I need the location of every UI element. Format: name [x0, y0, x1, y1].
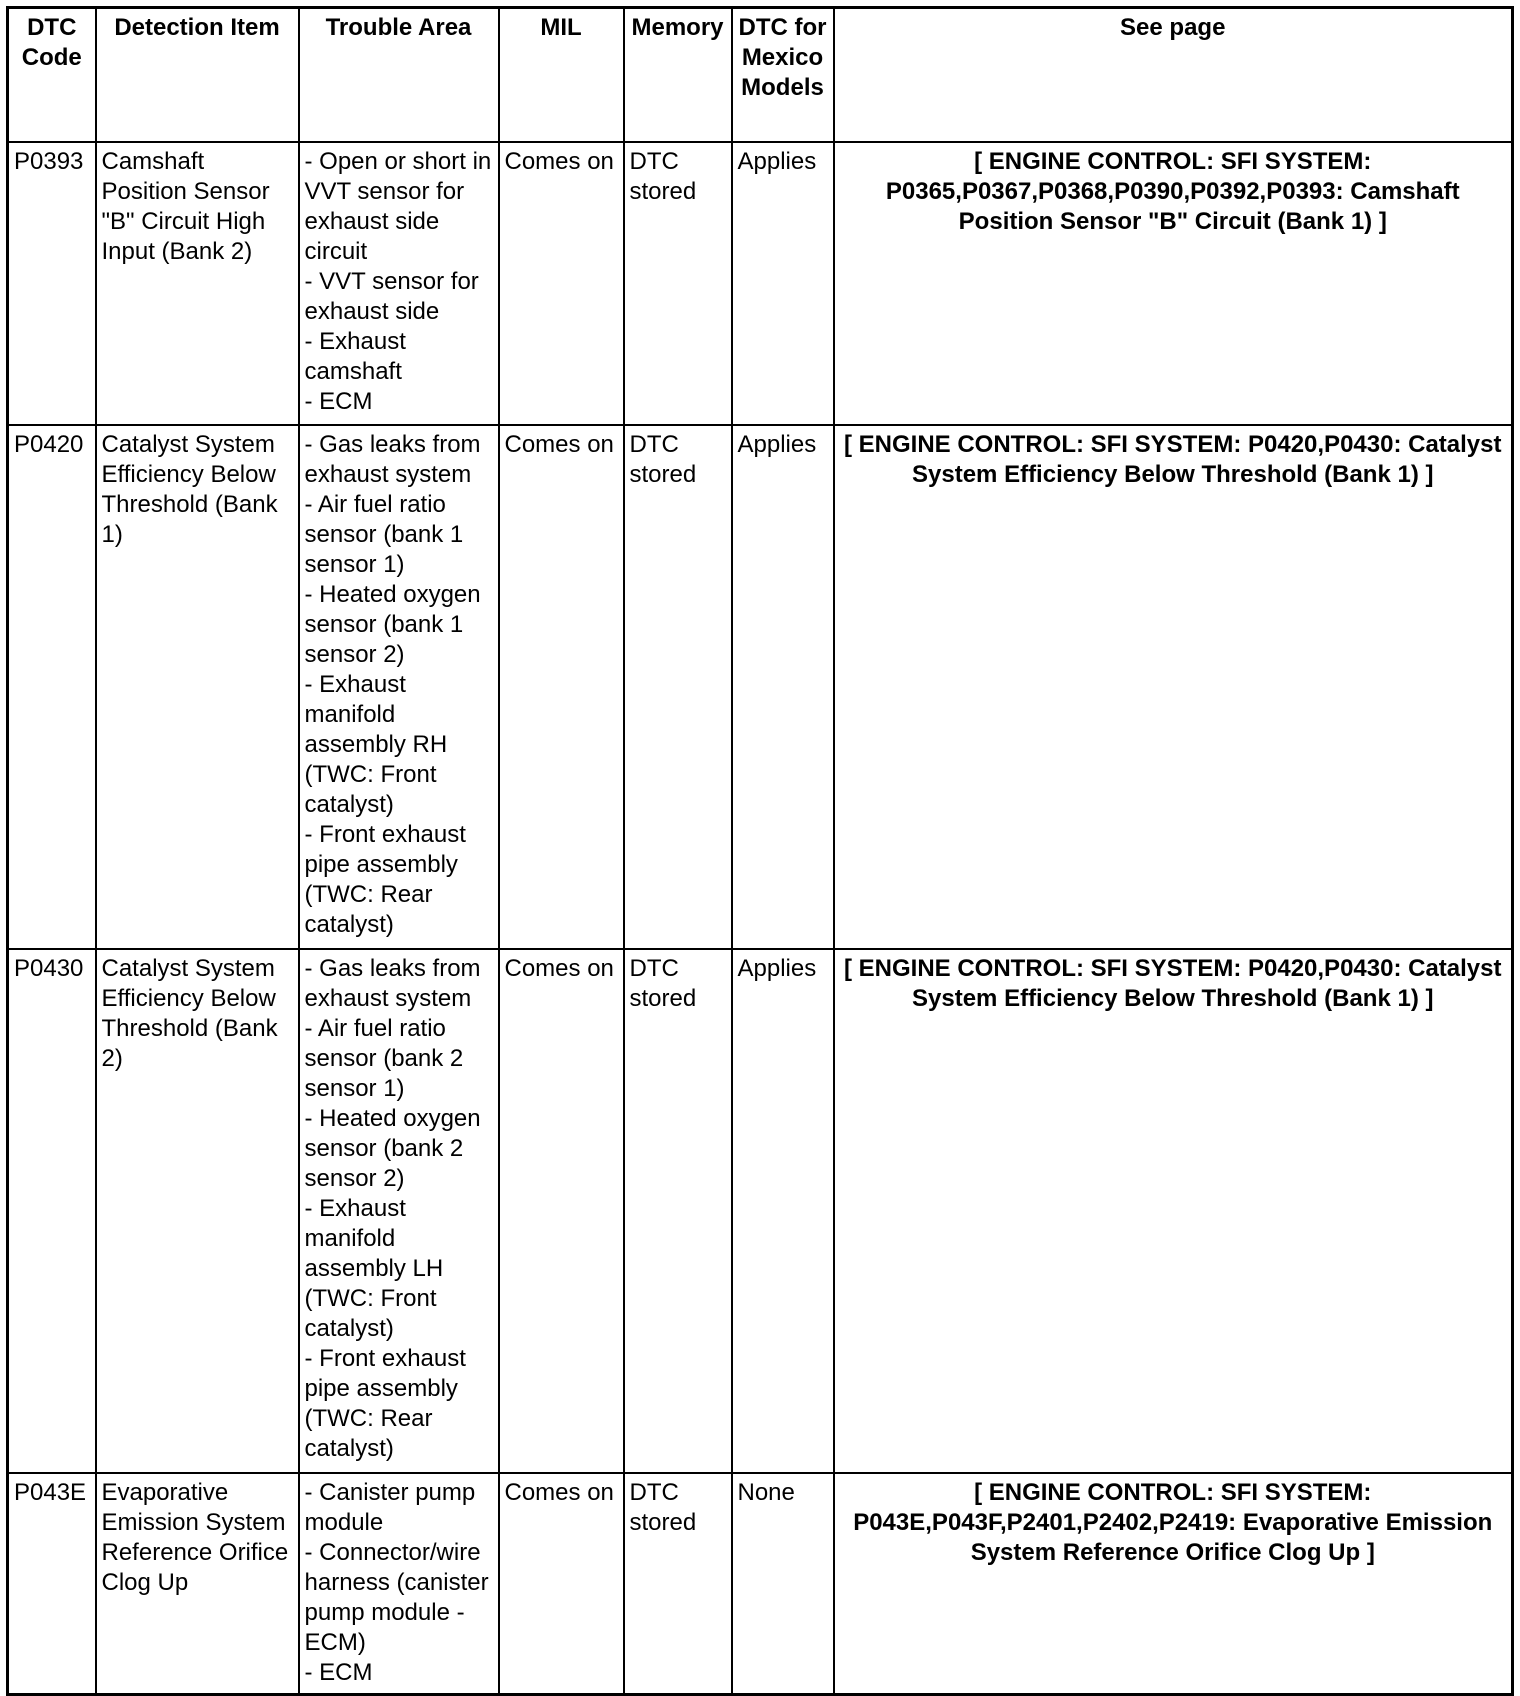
trouble-area-item: - Canister pump module — [304, 1478, 476, 1536]
trouble-area-item: - Gas leaks from exhaust system — [304, 430, 481, 488]
header-row — [8, 8, 1513, 142]
header-memory: Memory — [624, 8, 732, 142]
header-trouble-area: Trouble Area — [299, 8, 499, 142]
dtc-mexico-cell: Applies — [732, 949, 834, 1473]
trouble-area-cell — [299, 142, 499, 425]
dtc-code-cell: P0430 — [8, 949, 96, 1473]
table-row — [8, 142, 1513, 425]
see-page-cell: [ ENGINE CONTROL: SFI SYSTEM: P0420,P0430: Catalyst System Efficiency Below Threshold (Bank 1) ] — [834, 425, 1513, 949]
trouble-area-item: - Heated oxygen sensor (bank 2 sensor 2) — [304, 1104, 481, 1192]
header-see-page: See page — [834, 8, 1513, 142]
table-row — [8, 425, 1513, 949]
trouble-area-item: - ECM — [304, 1658, 373, 1686]
detection-item-cell: Catalyst System Efficiency Below Threshold (Bank 2) — [96, 949, 299, 1473]
detection-item-cell: Camshaft Position Sensor "B" Circuit High Input (Bank 2) — [96, 142, 299, 425]
memory-cell: DTC stored — [624, 1473, 732, 1695]
dtc-code-cell: P0393 — [8, 142, 96, 425]
mil-cell: Comes on — [499, 142, 624, 425]
header-detection-item: Detection Item — [96, 8, 299, 142]
trouble-area-item: - Front exhaust pipe assembly (TWC: Rear catalyst) — [304, 1344, 466, 1462]
mil-cell: Comes on — [499, 425, 624, 949]
detection-item-cell: Catalyst System Efficiency Below Threshold (Bank 1) — [96, 425, 299, 949]
memory-cell: DTC stored — [624, 142, 732, 425]
trouble-area-item: - Connector/wire harness (canister pump module - ECM) — [304, 1538, 489, 1656]
see-page-cell: [ ENGINE CONTROL: SFI SYSTEM: P0420,P0430: Catalyst System Efficiency Below Threshold (Bank 1) ] — [834, 949, 1513, 1473]
trouble-area-item: - Open or short in VVT sensor for exhaust side circuit — [304, 147, 492, 265]
header-dtc-mexico: DTC for Mexico Models — [732, 8, 834, 142]
memory-cell: DTC stored — [624, 425, 732, 949]
trouble-area-item: - Gas leaks from exhaust system — [304, 954, 481, 1012]
trouble-area-item: - Exhaust manifold assembly RH (TWC: Front catalyst) — [304, 670, 448, 818]
dtc-table-page — [6, 6, 1514, 1696]
see-page-cell: [ ENGINE CONTROL: SFI SYSTEM: P0365,P0367,P0368,P0390,P0392,P0393: Camshaft Position Sensor "B" Circuit (Bank 1) ] — [834, 142, 1513, 425]
dtc-code-cell: P0420 — [8, 425, 96, 949]
trouble-area-item: - Heated oxygen sensor (bank 1 sensor 2) — [304, 580, 481, 668]
dtc-mexico-cell: Applies — [732, 142, 834, 425]
detection-item-cell: Evaporative Emission System Reference Orifice Clog Up — [96, 1473, 299, 1695]
dtc-code-cell: P043E — [8, 1473, 96, 1695]
trouble-area-item: - Exhaust manifold assembly LH (TWC: Front catalyst) — [304, 1194, 444, 1342]
mil-cell: Comes on — [499, 1473, 624, 1695]
trouble-area-item: - Air fuel ratio sensor (bank 1 sensor 1) — [304, 490, 464, 578]
table-row — [8, 949, 1513, 1473]
mil-cell: Comes on — [499, 949, 624, 1473]
trouble-area-cell — [299, 425, 499, 949]
trouble-area-item: - VVT sensor for exhaust side — [304, 267, 479, 325]
trouble-area-item: - Exhaust camshaft — [304, 327, 406, 385]
trouble-area-item: - ECM — [304, 387, 373, 415]
dtc-mexico-cell: None — [732, 1473, 834, 1695]
trouble-area-cell — [299, 1473, 499, 1695]
trouble-area-item: - Front exhaust pipe assembly (TWC: Rear catalyst) — [304, 820, 466, 938]
dtc-table — [6, 6, 1514, 1696]
trouble-area-item: - Air fuel ratio sensor (bank 2 sensor 1) — [304, 1014, 464, 1102]
table-row — [8, 1473, 1513, 1695]
header-mil: MIL — [499, 8, 624, 142]
trouble-area-cell — [299, 949, 499, 1473]
see-page-cell: [ ENGINE CONTROL: SFI SYSTEM: P043E,P043F,P2401,P2402,P2419: Evaporative Emission System Reference Orifice Clog Up ] — [834, 1473, 1513, 1695]
memory-cell: DTC stored — [624, 949, 732, 1473]
dtc-mexico-cell: Applies — [732, 425, 834, 949]
header-dtc-code: DTC Code — [8, 8, 96, 142]
